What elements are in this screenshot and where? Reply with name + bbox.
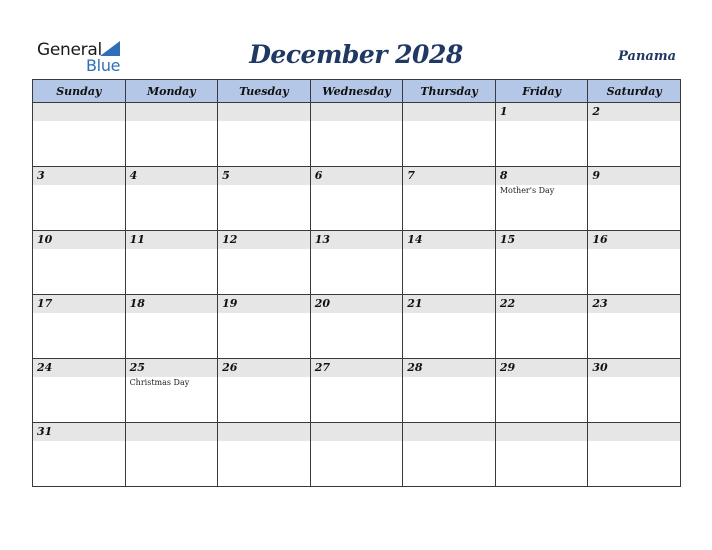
day-cell <box>403 359 496 423</box>
day-cell <box>218 167 311 231</box>
day-number: 4 <box>129 169 138 182</box>
day-cell <box>125 359 218 423</box>
day-number: 31 <box>37 425 53 438</box>
date-band <box>218 103 310 121</box>
day-cell <box>495 231 588 295</box>
date-band <box>33 167 125 185</box>
day-number: 2 <box>592 105 601 118</box>
day-cell <box>218 359 311 423</box>
date-band <box>218 167 310 185</box>
day-number: 26 <box>222 361 238 374</box>
day-cell <box>495 103 588 167</box>
day-cell <box>310 103 403 167</box>
date-band <box>311 103 403 121</box>
date-band <box>218 231 310 249</box>
day-cell <box>495 423 588 487</box>
day-cell <box>403 103 496 167</box>
day-number: 24 <box>37 361 53 374</box>
date-band <box>33 423 125 441</box>
day-cell <box>403 295 496 359</box>
day-number: 21 <box>407 297 423 310</box>
day-cell <box>588 295 681 359</box>
day-number: 17 <box>37 297 53 310</box>
date-band <box>126 359 218 377</box>
holiday-label: Mother's Day <box>499 186 555 195</box>
country-label: Panama <box>618 49 676 64</box>
day-number: 25 <box>129 361 145 374</box>
date-band <box>126 423 218 441</box>
date-band <box>311 167 403 185</box>
day-cell <box>218 103 311 167</box>
day-cell <box>403 231 496 295</box>
day-cell <box>310 167 403 231</box>
day-number: 30 <box>592 361 608 374</box>
day-cell <box>125 103 218 167</box>
week-row <box>33 231 681 295</box>
day-cell <box>588 359 681 423</box>
date-band <box>403 295 495 313</box>
date-band <box>496 103 588 121</box>
day-cell <box>125 423 218 487</box>
day-cell <box>588 231 681 295</box>
weekday-header-wednesday: Wednesday <box>310 80 403 103</box>
day-number: 16 <box>592 233 608 246</box>
day-number: 7 <box>407 169 415 182</box>
day-number: 8 <box>499 169 508 182</box>
date-band <box>218 295 310 313</box>
day-cell <box>310 423 403 487</box>
date-band <box>311 295 403 313</box>
date-band <box>403 103 495 121</box>
logo-text-blue: Blue <box>86 56 121 75</box>
day-number: 13 <box>314 233 330 246</box>
date-band <box>126 167 218 185</box>
day-cell <box>310 359 403 423</box>
day-number: 11 <box>129 233 145 246</box>
day-cell <box>588 103 681 167</box>
weekday-header-friday: Friday <box>495 80 588 103</box>
date-band <box>126 103 218 121</box>
day-cell <box>33 103 126 167</box>
week-row <box>33 167 681 231</box>
day-cell <box>218 423 311 487</box>
date-band <box>496 423 588 441</box>
day-number: 14 <box>407 233 423 246</box>
day-cell <box>33 359 126 423</box>
day-cell <box>33 423 126 487</box>
date-band <box>218 423 310 441</box>
date-band <box>126 231 218 249</box>
date-band <box>403 231 495 249</box>
day-number: 23 <box>592 297 608 310</box>
calendar-body <box>33 103 681 487</box>
date-band <box>588 423 680 441</box>
date-band <box>218 359 310 377</box>
week-row <box>33 103 681 167</box>
day-cell <box>495 359 588 423</box>
day-number: 12 <box>222 233 238 246</box>
date-band <box>496 167 588 185</box>
day-cell <box>495 167 588 231</box>
day-cell <box>125 167 218 231</box>
day-number: 29 <box>499 361 516 374</box>
day-cell <box>218 295 311 359</box>
week-row <box>33 359 681 423</box>
day-number: 27 <box>314 361 330 374</box>
day-cell <box>125 295 218 359</box>
date-band <box>311 359 403 377</box>
date-band <box>311 231 403 249</box>
date-band <box>588 231 680 249</box>
date-band <box>33 103 125 121</box>
day-cell <box>495 295 588 359</box>
date-band <box>496 359 588 377</box>
holiday-label: Christmas Day <box>129 378 190 387</box>
week-row <box>33 295 681 359</box>
day-cell <box>33 231 126 295</box>
date-band <box>588 295 680 313</box>
day-number: 28 <box>407 361 423 374</box>
date-band <box>496 231 588 249</box>
date-band <box>403 167 495 185</box>
weekday-header-monday: Monday <box>125 80 218 103</box>
weekday-header-sunday: Sunday <box>33 80 126 103</box>
calendar-grid <box>32 79 681 487</box>
day-number: 3 <box>37 169 45 182</box>
logo-text-general: General <box>37 40 102 60</box>
day-cell <box>310 231 403 295</box>
day-cell <box>588 423 681 487</box>
day-number: 9 <box>592 169 601 182</box>
date-band <box>33 231 125 249</box>
week-row <box>33 423 681 487</box>
day-number: 10 <box>37 233 53 246</box>
date-band <box>403 423 495 441</box>
weekday-header-saturday: Saturday <box>588 80 681 103</box>
day-number: 15 <box>499 233 516 246</box>
day-cell <box>33 167 126 231</box>
page-title: December 2028 <box>249 40 463 69</box>
day-number: 19 <box>222 297 238 310</box>
date-band <box>588 359 680 377</box>
day-number: 22 <box>499 297 516 310</box>
day-number: 18 <box>129 297 145 310</box>
date-band <box>33 359 125 377</box>
day-cell <box>125 231 218 295</box>
day-number: 6 <box>314 169 323 182</box>
day-number: 20 <box>314 297 330 310</box>
day-number: 1 <box>499 105 508 118</box>
date-band <box>588 167 680 185</box>
day-number: 5 <box>222 169 230 182</box>
day-cell <box>33 295 126 359</box>
date-band <box>588 103 680 121</box>
date-band <box>311 423 403 441</box>
date-band <box>33 295 125 313</box>
weekday-header-thursday: Thursday <box>403 80 496 103</box>
day-cell <box>310 295 403 359</box>
date-band <box>126 295 218 313</box>
date-band <box>496 295 588 313</box>
day-cell <box>403 167 496 231</box>
weekday-header-row <box>33 80 681 103</box>
day-cell <box>403 423 496 487</box>
day-cell <box>588 167 681 231</box>
day-cell <box>218 231 311 295</box>
date-band <box>403 359 495 377</box>
weekday-header-tuesday: Tuesday <box>218 80 311 103</box>
